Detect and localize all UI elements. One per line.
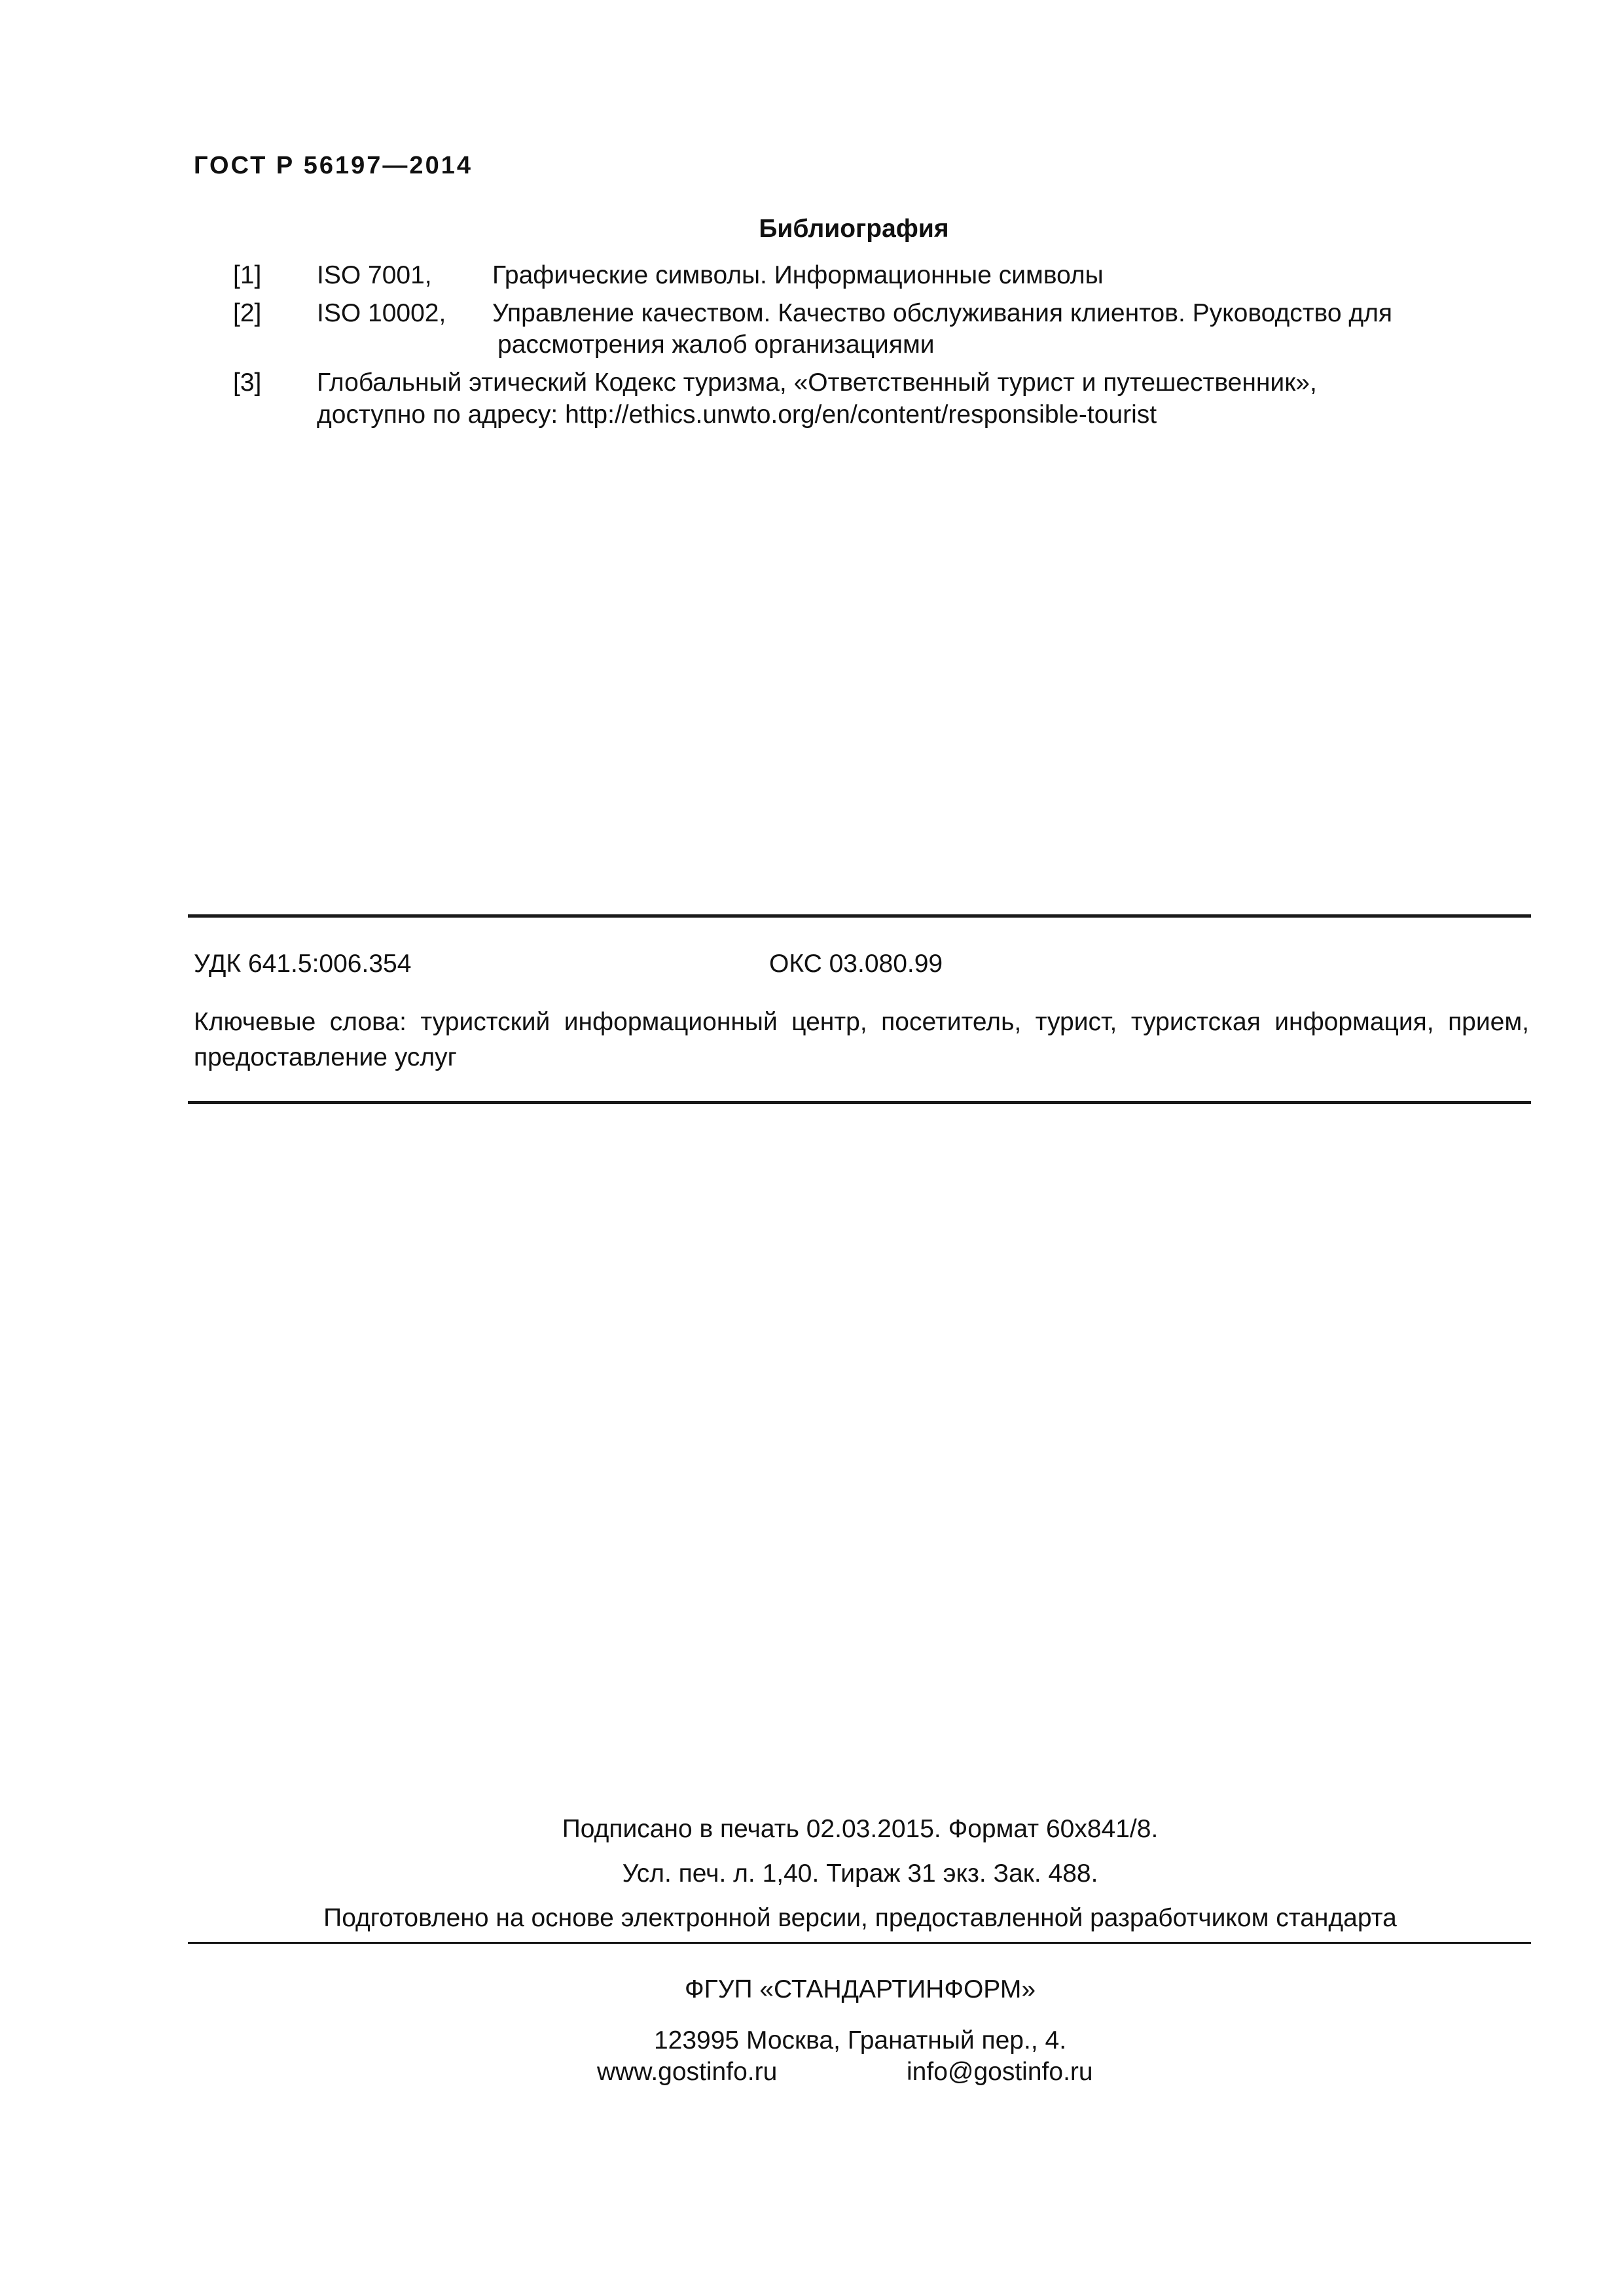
divider-top (188, 914, 1531, 918)
bibliography-title: Библиография (759, 215, 949, 243)
publisher-name: ФГУП «СТАНДАРТИНФОРМ» (684, 1975, 1036, 2003)
imprint-divider (188, 1942, 1531, 1944)
keywords: Ключевые слова: туристский информационный центр, посетитель, турист, туристская информация, прием, предоставление услуг (194, 1008, 1529, 1071)
publisher-website-link[interactable]: www.gostinfo.ru (597, 2058, 778, 2086)
bib-entry-3-text-line-2: доступно по адресу: http://ethics.unwto.org/en/content/responsible-tourist (317, 401, 1157, 429)
publisher-address: 123995 Москва, Гранатный пер., 4. (653, 2026, 1067, 2054)
bib-entry-1-ref: ISO 7001, (317, 261, 432, 289)
oks-code: ОКС 03.080.99 (769, 950, 943, 978)
imprint-print-info: Усл. печ. л. 1,40. Тираж 31 экз. Зак. 488. (622, 1859, 1098, 1888)
bib-entry-3-text-line-1: Глобальный этический Кодекс туризма, «Ответственный турист и путешественник», (317, 368, 1317, 397)
divider-bottom (188, 1101, 1531, 1104)
bib-entry-1-number: [1] (233, 261, 262, 289)
bib-entry-3-number: [3] (233, 368, 262, 397)
bib-entry-2-number: [2] (233, 299, 262, 327)
imprint-prepared: Подготовлено на основе электронной версии, предоставленной разработчиком стандарта (323, 1904, 1397, 1932)
udk-code: УДК 641.5:006.354 (194, 950, 412, 978)
imprint-signed: Подписано в печать 02.03.2015. Формат 60x841/8. (562, 1815, 1159, 1843)
bib-entry-2-text-line-2: рассмотрения жалоб организациями (497, 331, 935, 359)
publisher-email-link[interactable]: info@gostinfo.ru (907, 2058, 1093, 2086)
bib-entry-1-text: Графические символы. Информационные символы (492, 261, 1104, 289)
bib-entry-2-text-line-1: Управление качеством. Качество обслуживания клиентов. Руководство для (492, 299, 1392, 327)
document-code: ГОСТ Р 56197—2014 (194, 152, 473, 179)
bib-entry-2-ref: ISO 10002, (317, 299, 446, 327)
